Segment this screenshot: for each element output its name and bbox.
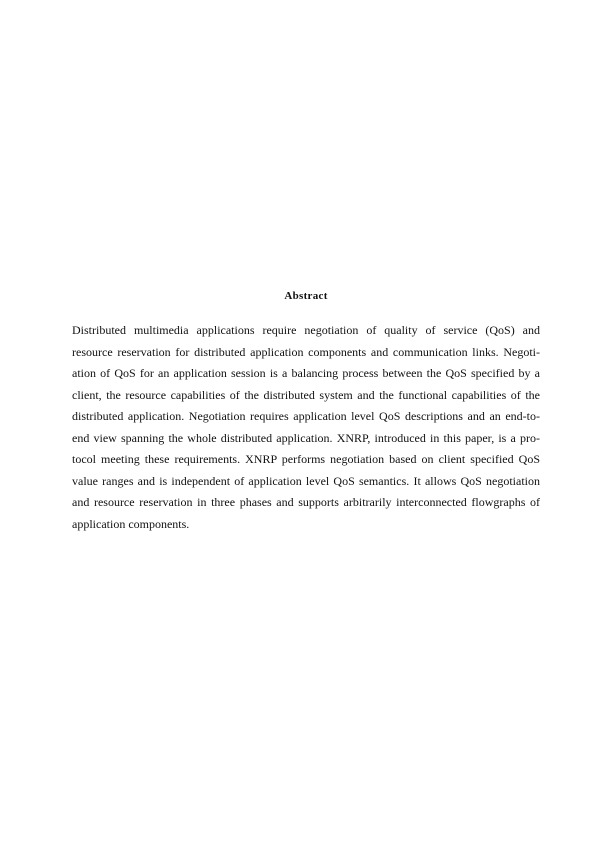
abstract-line: Distributed multimedia applications require negotiation of quality of service (QoS) and xyxy=(72,323,540,337)
abstract-line-last: application components. xyxy=(72,516,190,531)
abstract-line: client, the resource capabilities of the distributed system and the functional capabilities of the xyxy=(72,387,540,402)
abstract-line: value ranges and is independent of application level QoS semantics. It allows QoS negotiation xyxy=(72,473,540,488)
abstract-line: end view spanning the whole distributed application. XNRP, introduced in this paper, is a pro- xyxy=(72,430,540,445)
abstract-heading: Abstract xyxy=(284,290,328,302)
abstract-body xyxy=(72,320,540,535)
abstract-line: resource reservation for distributed application components and communication links. Negoti- xyxy=(72,344,540,359)
abstract-line: distributed application. Negotiation requires application level QoS descriptions and an end-to- xyxy=(72,409,540,423)
abstract-line: ation of QoS for an application session is a balancing process between the QoS specified by a xyxy=(72,366,540,380)
abstract-line: and resource reservation in three phases and supports arbitrarily interconnected flowgraphs of xyxy=(72,495,540,509)
abstract-line: tocol meeting these requirements. XNRP performs negotiation based on client specified QoS xyxy=(72,452,540,466)
